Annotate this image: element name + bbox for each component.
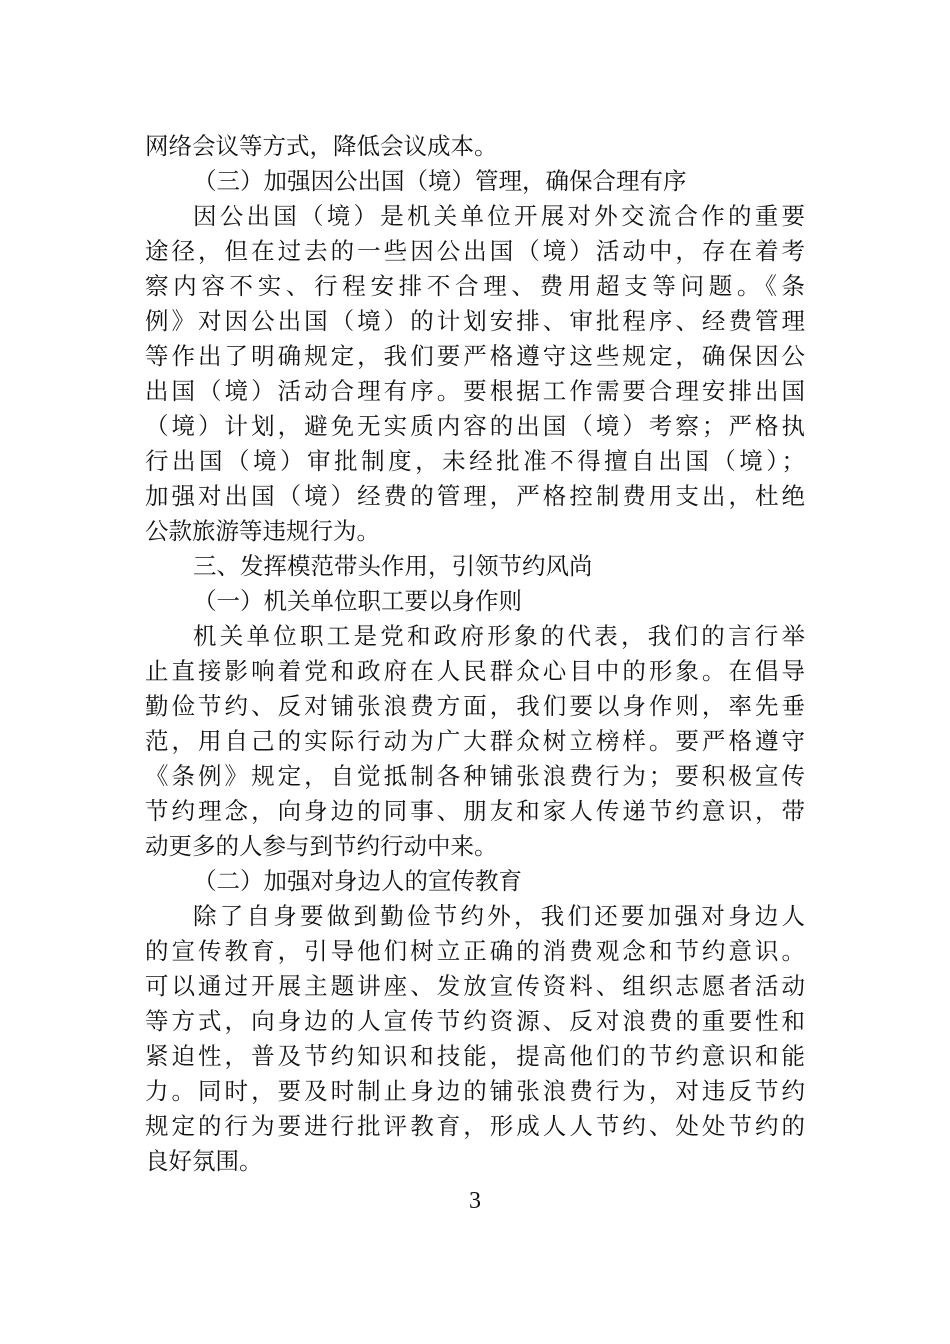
section-heading: 三、发挥模范带头作用，引领节约风尚 (193, 552, 593, 580)
body-line: 出国（境）活动合理有序。要根据工作需要合理安排出国 (145, 377, 805, 405)
subheading: （一）机关单位职工要以身作则 (193, 587, 522, 615)
body-line: （境）计划，避免无实质内容的出国（境）考察；严格执 (145, 412, 805, 440)
body-line: 紧迫性，普及节约知识和技能，提高他们的节约意识和能 (145, 1042, 805, 1070)
body-line: 例》对因公出国（境）的计划安排、审批程序、经费管理 (145, 307, 805, 335)
body-line: 动更多的人参与到节约行动中来。 (145, 832, 498, 860)
body-line: 察内容不实、行程安排不合理、费用超支等问题。《条 (145, 272, 805, 300)
paragraph-first-line: 因公出国（境）是机关单位开展对外交流合作的重要 (193, 202, 805, 230)
body-line: 的宣传教育，引导他们树立正确的消费观念和节约意识。 (145, 937, 805, 965)
body-line: 力。同时，要及时制止身边的铺张浪费行为，对违反节约 (145, 1077, 805, 1105)
body-line: 良好氛围。 (145, 1147, 263, 1175)
body-line: 规定的行为要进行批评教育，形成人人节约、处处节约的 (145, 1112, 805, 1140)
page-number: 3 (469, 1188, 481, 1214)
body-line: 止直接影响着党和政府在人民群众心目中的形象。在倡导 (145, 657, 805, 685)
body-line: 勤俭节约、反对铺张浪费方面，我们要以身作则，率先垂 (145, 692, 805, 720)
body-line: 公款旅游等违规行为。 (145, 517, 380, 545)
body-line: 网络会议等方式，降低会议成本。 (145, 132, 498, 160)
body-line: 等方式，向身边的人宣传节约资源、反对浪费的重要性和 (145, 1007, 805, 1035)
body-line: 范，用自己的实际行动为广大群众树立榜样。要严格遵守 (145, 727, 805, 755)
body-line: 等作出了明确规定，我们要严格遵守这些规定，确保因公 (145, 342, 805, 370)
paragraph-first-line: 机关单位职工是党和政府形象的代表，我们的言行举 (193, 622, 805, 650)
subheading: （二）加强对身边人的宣传教育 (193, 867, 522, 895)
subheading: （三）加强因公出国（境）管理，确保合理有序 (193, 167, 687, 195)
body-line: 行出国（境）审批制度，未经批准不得擅自出国（境）； (145, 447, 805, 475)
paragraph-first-line: 除了自身要做到勤俭节约外，我们还要加强对身边人 (193, 902, 805, 930)
body-line: 节约理念，向身边的同事、朋友和家人传递节约意识，带 (145, 797, 805, 825)
body-line: 可以通过开展主题讲座、发放宣传资料、组织志愿者活动 (145, 972, 805, 1000)
body-line: 途径，但在过去的一些因公出国（境）活动中，存在着考 (145, 237, 805, 265)
body-line: 加强对出国（境）经费的管理，严格控制费用支出，杜绝 (145, 482, 805, 510)
body-line: 《条例》规定，自觉抵制各种铺张浪费行为；要积极宣传 (145, 762, 805, 790)
